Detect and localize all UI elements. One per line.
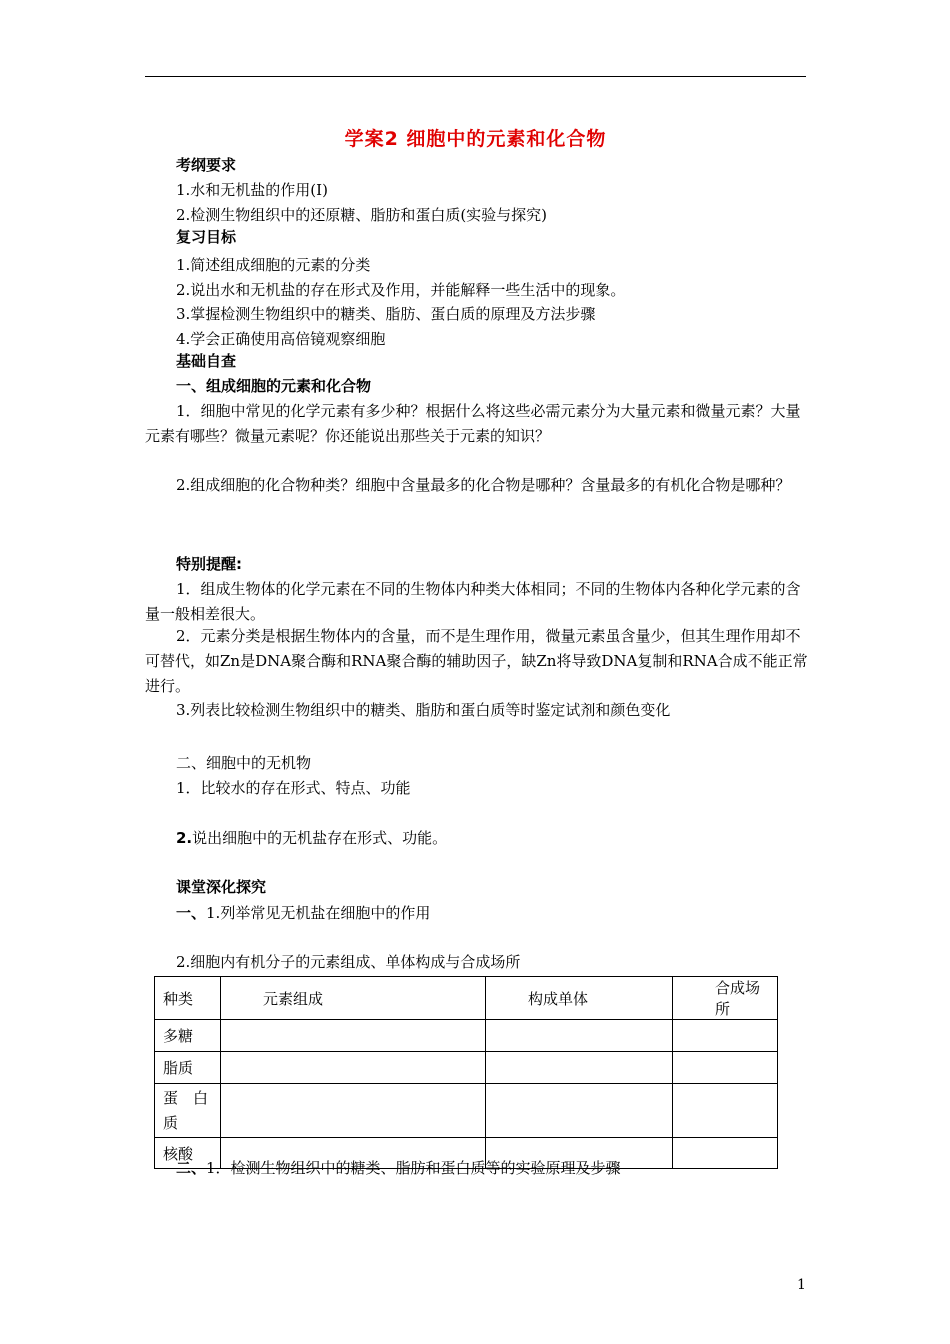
class-item-2: 2.细胞内有机分子的元素组成、单体构成与合成场所 — [176, 953, 521, 971]
class-item-1-text: 1.列举常见无机盐在细胞中的作用 — [206, 904, 431, 922]
table-cell — [486, 1052, 673, 1084]
class-item-1 — [176, 903, 430, 923]
goal-item: 1.简述组成细胞的元素的分类 — [176, 256, 371, 274]
class-item-3-prefix: 二、 — [176, 1159, 207, 1177]
table-cell — [673, 1020, 778, 1052]
table-row-label: 蛋 白质 — [155, 1084, 221, 1138]
goal-item: 4.学会正确使用高倍镜观察细胞 — [176, 330, 386, 348]
class-item-3 — [176, 1158, 621, 1178]
page-title: 学案2 细胞中的元素和化合物 — [344, 128, 607, 150]
page-number: 1 — [797, 1277, 806, 1293]
table-header-cell: 构成单体 — [486, 977, 673, 1020]
part1-heading: 一、组成细胞的元素和化合物 — [176, 377, 372, 395]
part2-question-2 — [176, 828, 447, 848]
class-item-3-text: 1．检测生物组织中的糖类、脂肪和蛋白质等的实验原理及步骤 — [206, 1159, 621, 1177]
table-row — [155, 1020, 778, 1052]
table-cell — [486, 1020, 673, 1052]
part2-question-1: 1．比较水的存在形式、特点、功能 — [176, 779, 411, 797]
table-header-row — [155, 977, 778, 1020]
tip-1: 1．组成生物体的化学元素在不同的生物体内种类大体相同；不同的生物体内各种化学元素的含量一般相差很大。 — [145, 580, 801, 623]
tips-heading: 特别提醒: — [176, 555, 242, 573]
organic-molecules-table — [154, 976, 778, 1169]
section-requirements-heading: 考纲要求 — [176, 156, 237, 174]
part2-heading: 二、细胞中的无机物 — [176, 754, 312, 772]
part2-question-2-number: 2. — [176, 829, 193, 847]
section-goals-heading: 复习目标 — [176, 228, 237, 246]
tip-2: 2．元素分类是根据生物体内的含量，而不是生理作用，微量元素虽含量少，但其生理作用却不可替代，如Zn是DNA聚合酶和RNA聚合酶的辅助因子，缺Zn将导致DNA复制和RNA合成不能正常进行。 — [145, 627, 808, 695]
table-cell — [486, 1084, 673, 1138]
requirement-item: 2.检测生物组织中的还原糖、脂肪和蛋白质(实验与探究) — [176, 206, 548, 224]
requirement-item: 1.水和无机盐的作用(Ⅰ) — [176, 181, 328, 199]
goal-item: 3.掌握检测生物组织中的糖类、脂肪、蛋白质的原理及方法步骤 — [176, 305, 596, 323]
table-row — [155, 1052, 778, 1084]
table-row — [155, 1084, 778, 1138]
table-row-label: 脂质 — [155, 1052, 221, 1084]
table-cell — [221, 1052, 486, 1084]
section-basic-heading: 基础自查 — [176, 352, 237, 370]
goal-item: 2.说出水和无机盐的存在形式及作用，并能解释一些生活中的现象。 — [176, 281, 626, 299]
table-cell — [221, 1084, 486, 1138]
table-row-label: 多糖 — [155, 1020, 221, 1052]
table-cell — [673, 1138, 778, 1169]
tip-3: 3.列表比较检测生物组织中的糖类、脂肪和蛋白质等时鉴定试剂和颜色变化 — [176, 701, 671, 719]
table-cell — [673, 1052, 778, 1084]
header-rule — [145, 76, 806, 77]
part2-question-2-text: 说出细胞中的无机盐存在形式、功能。 — [192, 829, 448, 847]
table-cell — [221, 1020, 486, 1052]
section-class-heading: 课堂深化探究 — [176, 878, 267, 896]
question-1: 1．细胞中常见的化学元素有多少种？根据什么将这些必需元素分为大量元素和微量元素？大量元素有哪些？微量元素呢？你还能说出那些关于元素的知识？ — [145, 402, 801, 445]
table-row-label: 核酸 — [155, 1138, 221, 1169]
table-cell — [673, 1084, 778, 1138]
table-header-cell: 种类 — [155, 977, 221, 1020]
table-header-cell: 合成场所 — [673, 977, 778, 1020]
table-header-cell: 元素组成 — [221, 977, 486, 1020]
question-2: 2.组成细胞的化合物种类？细胞中含量最多的化合物是哪种？含量最多的有机化合物是哪种？ — [176, 476, 791, 494]
class-item-1-prefix: 一、 — [176, 904, 207, 922]
